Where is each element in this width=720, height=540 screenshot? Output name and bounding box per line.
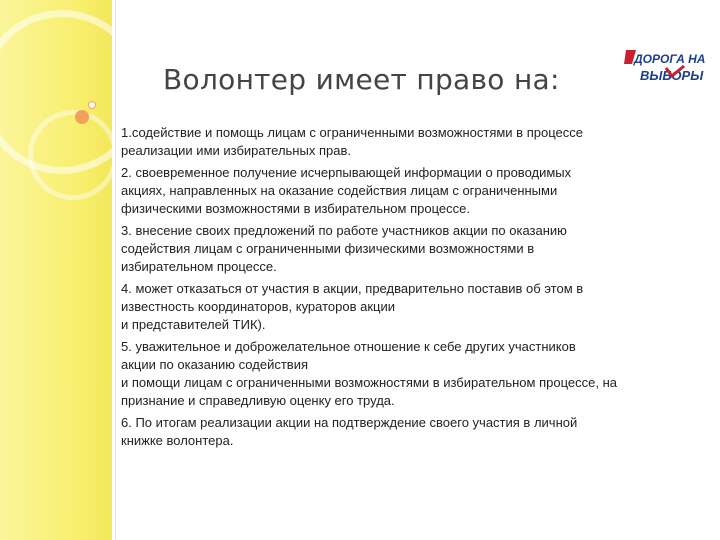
list-item-line: и представителей ТИК). xyxy=(121,317,266,332)
slide-title: Волонтер имеет право на: xyxy=(163,63,560,96)
decorative-sidebar xyxy=(0,0,112,540)
list-item-line: признание и справедливую оценку его труда. xyxy=(121,393,395,408)
election-logo-icon xyxy=(622,46,706,88)
list-item-line: 3. внесение своих предложений по работе участников акции по оказанию xyxy=(121,223,567,238)
list-item-line: 2. своевременное получение исчерпывающей информации о проводимых xyxy=(121,165,572,180)
list-item xyxy=(121,414,689,450)
list-item-line: книжке волонтера. xyxy=(121,433,234,448)
list-item xyxy=(121,164,689,218)
list-item xyxy=(121,222,689,276)
sidebar-divider xyxy=(115,0,116,540)
list-item-line: акции по оказанию содействия xyxy=(121,357,308,372)
list-item-line: избирательном процессе. xyxy=(121,259,277,274)
small-dot-icon xyxy=(88,101,96,109)
list-item-line: известность координаторов, кураторов акции xyxy=(121,299,396,314)
list-item-line: 5. уважительное и доброжелательное отношение к себе других участников xyxy=(121,339,576,354)
list-item-line: 4. может отказаться от участия в акции, предварительно поставив об этом в xyxy=(121,281,584,296)
list-item-line: 6. По итогам реализации акции на подтверждение своего участия в личной xyxy=(121,415,578,430)
rights-list xyxy=(121,124,689,454)
list-item-line: и помощи лицам с ограниченными возможностями в избирательном процессе, на xyxy=(121,375,617,390)
decorative-ring-inner xyxy=(28,110,118,200)
logo-line1: ДОРОГА НА xyxy=(634,52,706,66)
list-item xyxy=(121,124,689,160)
orange-dot-icon xyxy=(75,110,89,124)
logo-line2: ВЫБОРЫ xyxy=(640,68,704,83)
list-item xyxy=(121,280,689,334)
list-item-line: 1.содействие и помощь лицам с ограниченными возможностями в процессе xyxy=(121,125,583,140)
list-item-line: реализации ими избирательных прав. xyxy=(121,143,351,158)
list-item-line: акциях, направленных на оказание содействия лицам с ограниченными xyxy=(121,183,558,198)
list-item-line: физическими возможностями в избирательном процессе. xyxy=(121,201,470,216)
list-item xyxy=(121,338,689,410)
list-item-line: содействия лицам с ограниченными физическими возможностями в xyxy=(121,241,535,256)
